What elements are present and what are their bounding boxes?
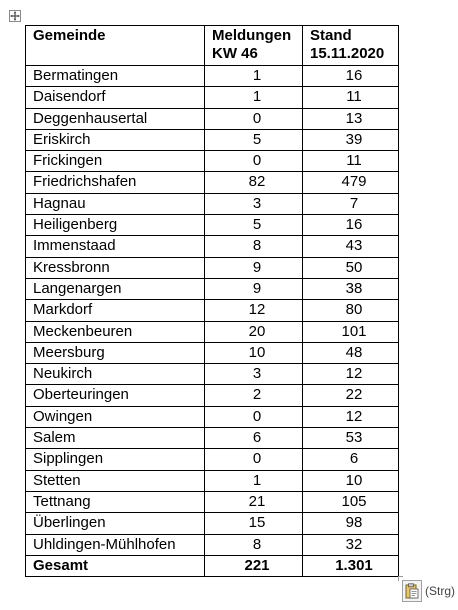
cell-stand: 13 [303,108,399,129]
cell-gemeinde: Meersburg [26,342,205,363]
cell-stand: 50 [303,257,399,278]
table-move-handle[interactable] [9,10,21,22]
cell-gemeinde: Hagnau [26,193,205,214]
table-body [26,66,399,577]
table-row [26,66,399,87]
cell-stand: 32 [303,534,399,555]
table-row [26,513,399,534]
total-meldungen: 221 [205,555,303,576]
cell-stand: 48 [303,342,399,363]
cell-stand: 10 [303,470,399,491]
header-stand-line2: 15.11.2020 [310,45,385,62]
cell-meldungen: 1 [205,470,303,491]
table-row [26,278,399,299]
cell-gemeinde: Stetten [26,470,205,491]
table-row [26,449,399,470]
cell-meldungen: 82 [205,172,303,193]
cell-gemeinde: Friedrichshafen [26,172,205,193]
cell-stand: 22 [303,385,399,406]
cell-gemeinde: Owingen [26,406,205,427]
paste-options-button[interactable] [402,580,422,602]
table-row [26,342,399,363]
cell-meldungen: 1 [205,66,303,87]
table-row [26,321,399,342]
header-meldungen-line2: KW 46 [212,45,258,62]
cell-stand: 98 [303,513,399,534]
header-stand [303,26,399,66]
table-row [26,215,399,236]
table-row [26,364,399,385]
table-row [26,534,399,555]
cell-meldungen: 2 [205,385,303,406]
cell-gemeinde: Überlingen [26,513,205,534]
table-row [26,428,399,449]
cell-gemeinde: Deggenhausertal [26,108,205,129]
cell-stand: 101 [303,321,399,342]
cell-stand: 105 [303,491,399,512]
cell-gemeinde: Bermatingen [26,66,205,87]
table-row [26,151,399,172]
table-row [26,172,399,193]
cell-stand: 7 [303,193,399,214]
cell-meldungen: 21 [205,491,303,512]
header-gemeinde-label: Gemeinde [33,27,106,44]
cell-meldungen: 5 [205,215,303,236]
cell-meldungen: 0 [205,108,303,129]
cell-gemeinde: Langenargen [26,278,205,299]
cell-meldungen: 1 [205,87,303,108]
cell-gemeinde: Eriskirch [26,129,205,150]
total-stand: 1.301 [303,555,399,576]
cell-stand: 39 [303,129,399,150]
cell-gemeinde: Kressbronn [26,257,205,278]
cell-meldungen: 9 [205,278,303,299]
table-row [26,300,399,321]
cell-stand: 11 [303,151,399,172]
cell-meldungen: 0 [205,406,303,427]
cell-stand: 53 [303,428,399,449]
cell-stand: 6 [303,449,399,470]
cell-gemeinde: Immenstaad [26,236,205,257]
cell-gemeinde: Meckenbeuren [26,321,205,342]
total-label: Gesamt [26,555,205,576]
table-row [26,470,399,491]
cell-stand: 479 [303,172,399,193]
cell-meldungen: 6 [205,428,303,449]
table-row [26,236,399,257]
cell-stand: 11 [303,87,399,108]
case-report-table [25,25,399,577]
header-gemeinde [26,26,205,66]
cell-gemeinde: Uhldingen-Mühlhofen [26,534,205,555]
table-row [26,491,399,512]
paste-options[interactable] [398,576,458,606]
table-row [26,108,399,129]
cell-stand: 80 [303,300,399,321]
table-header-row [26,26,399,66]
header-meldungen [205,26,303,66]
cell-meldungen: 3 [205,364,303,385]
move-arrows-icon [10,11,20,21]
cell-gemeinde: Tettnang [26,491,205,512]
cell-gemeinde: Heiligenberg [26,215,205,236]
cell-meldungen: 10 [205,342,303,363]
cell-meldungen: 8 [205,236,303,257]
cell-gemeinde: Markdorf [26,300,205,321]
cell-meldungen: 0 [205,151,303,172]
table-row [26,406,399,427]
header-stand-line1: Stand [310,27,352,44]
table-total-row [26,555,399,576]
cell-stand: 12 [303,364,399,385]
cell-gemeinde: Neukirch [26,364,205,385]
cell-meldungen: 0 [205,449,303,470]
table-row [26,193,399,214]
cell-gemeinde: Oberteuringen [26,385,205,406]
cell-gemeinde: Frickingen [26,151,205,172]
cell-meldungen: 20 [205,321,303,342]
cell-stand: 16 [303,66,399,87]
cell-meldungen: 15 [205,513,303,534]
cell-meldungen: 3 [205,193,303,214]
cell-stand: 43 [303,236,399,257]
cell-stand: 12 [303,406,399,427]
cell-meldungen: 12 [205,300,303,321]
paste-shortcut-label: (Strg) [425,584,455,598]
cell-gemeinde: Salem [26,428,205,449]
clipboard-icon [405,583,419,599]
cell-meldungen: 9 [205,257,303,278]
cell-gemeinde: Daisendorf [26,87,205,108]
table-row [26,257,399,278]
table-row [26,129,399,150]
cell-stand: 38 [303,278,399,299]
cell-gemeinde: Sipplingen [26,449,205,470]
table-row [26,87,399,108]
header-meldungen-line1: Meldungen [212,27,292,44]
cell-stand: 16 [303,215,399,236]
cell-meldungen: 8 [205,534,303,555]
table-row [26,385,399,406]
cell-meldungen: 5 [205,129,303,150]
